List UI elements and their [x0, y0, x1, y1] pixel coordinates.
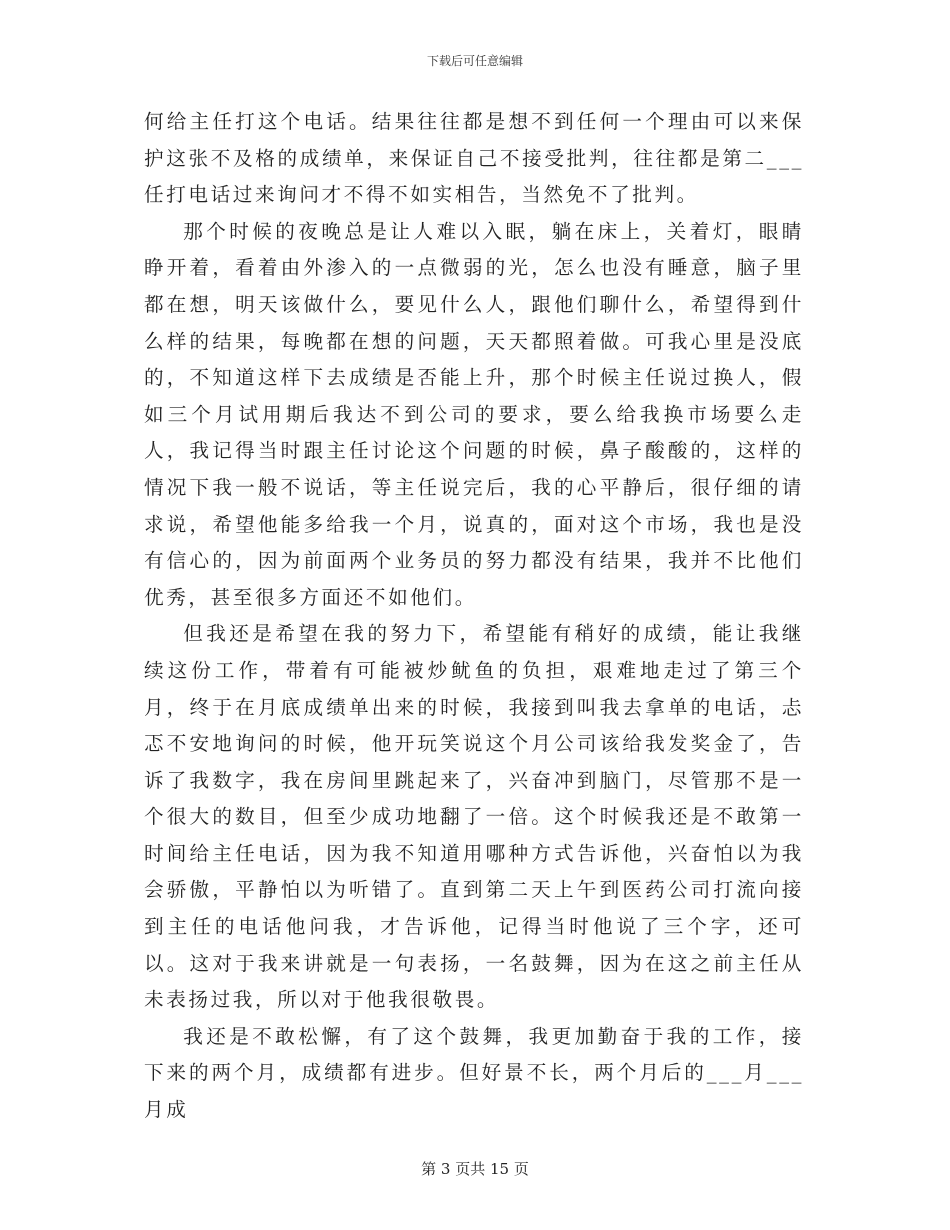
paragraph-1: 何给主任打这个电话。结果往往都是想不到任何一个理由可以来保护这张不及格的成绩单，来保证自己不接受批判，往往都是第二___任打电话过来询问才不得不如实相告，当然免不了批判。 — [144, 110, 804, 207]
page-number: 第 3 页共 15 页 — [421, 1160, 529, 1178]
paragraph-2: 那个时候的夜晚总是让人难以入眠，躺在床上，关着灯，眼睛睁开着，看着由外渗入的一点微弱的光，怎么也没有睡意，脑子里都在想，明天该做什么，要见什么人，跟他们聊什么，希望得到什么样的结果，每晚都在想的问题，天天都照着做。可我心里是没底的，不知道这样下去成绩是否能上升，那个时候主任说过换人，假如三个月试用期后我达不到公司的要求，要么给我换市场要么走人，我记得当时跟主任讨论这个问题的时候，鼻子酸酸的，这样的情况下我一般不说话，等主任说完后，我的心平静后，很仔细的请求说，希望他能多给我一个月，说真的，面对这个市场，我也是没有信心的，因为前面两个业务员的努力都没有结果，我并不比他们优秀，甚至很多方面还不如他们。 — [144, 219, 804, 609]
paragraph-3: 但我还是希望在我的努力下，希望能有稍好的成绩，能让我继续这份工作，带着有可能被炒鱿鱼的负担，艰难地走过了第三个月，终于在月底成绩单出来的时候，我接到叫我去拿单的电话，忐忑不安地询问的时候，他开玩笑说这个月公司该给我发奖金了，告诉了我数字，我在房间里跳起来了，兴奋冲到脑门，尽管那不是一个很大的数目，但至少成功地翻了一倍。这个时候我还是不敢第一时间给主任电话，因为我不知道用哪种方式告诉他，兴奋怕以为我会骄傲，平静怕以为听错了。直到第二天上午到医药公司打流向接到主任的电话他问我，才告诉他，记得当时他说了三个字，还可以。这对于我来讲就是一句表扬，一名鼓舞，因为在这之前主任从未表扬过我，所以对于他我很敬畏。 — [144, 622, 804, 1012]
document-body — [144, 104, 804, 1129]
header-note: 下载后可任意编辑 — [426, 54, 523, 68]
paragraph-4: 我还是不敢松懈，有了这个鼓舞，我更加勤奋于我的工作，接下来的两个月，成绩都有进步。但好景不长，两个月后的___月___月成 — [144, 1024, 804, 1122]
